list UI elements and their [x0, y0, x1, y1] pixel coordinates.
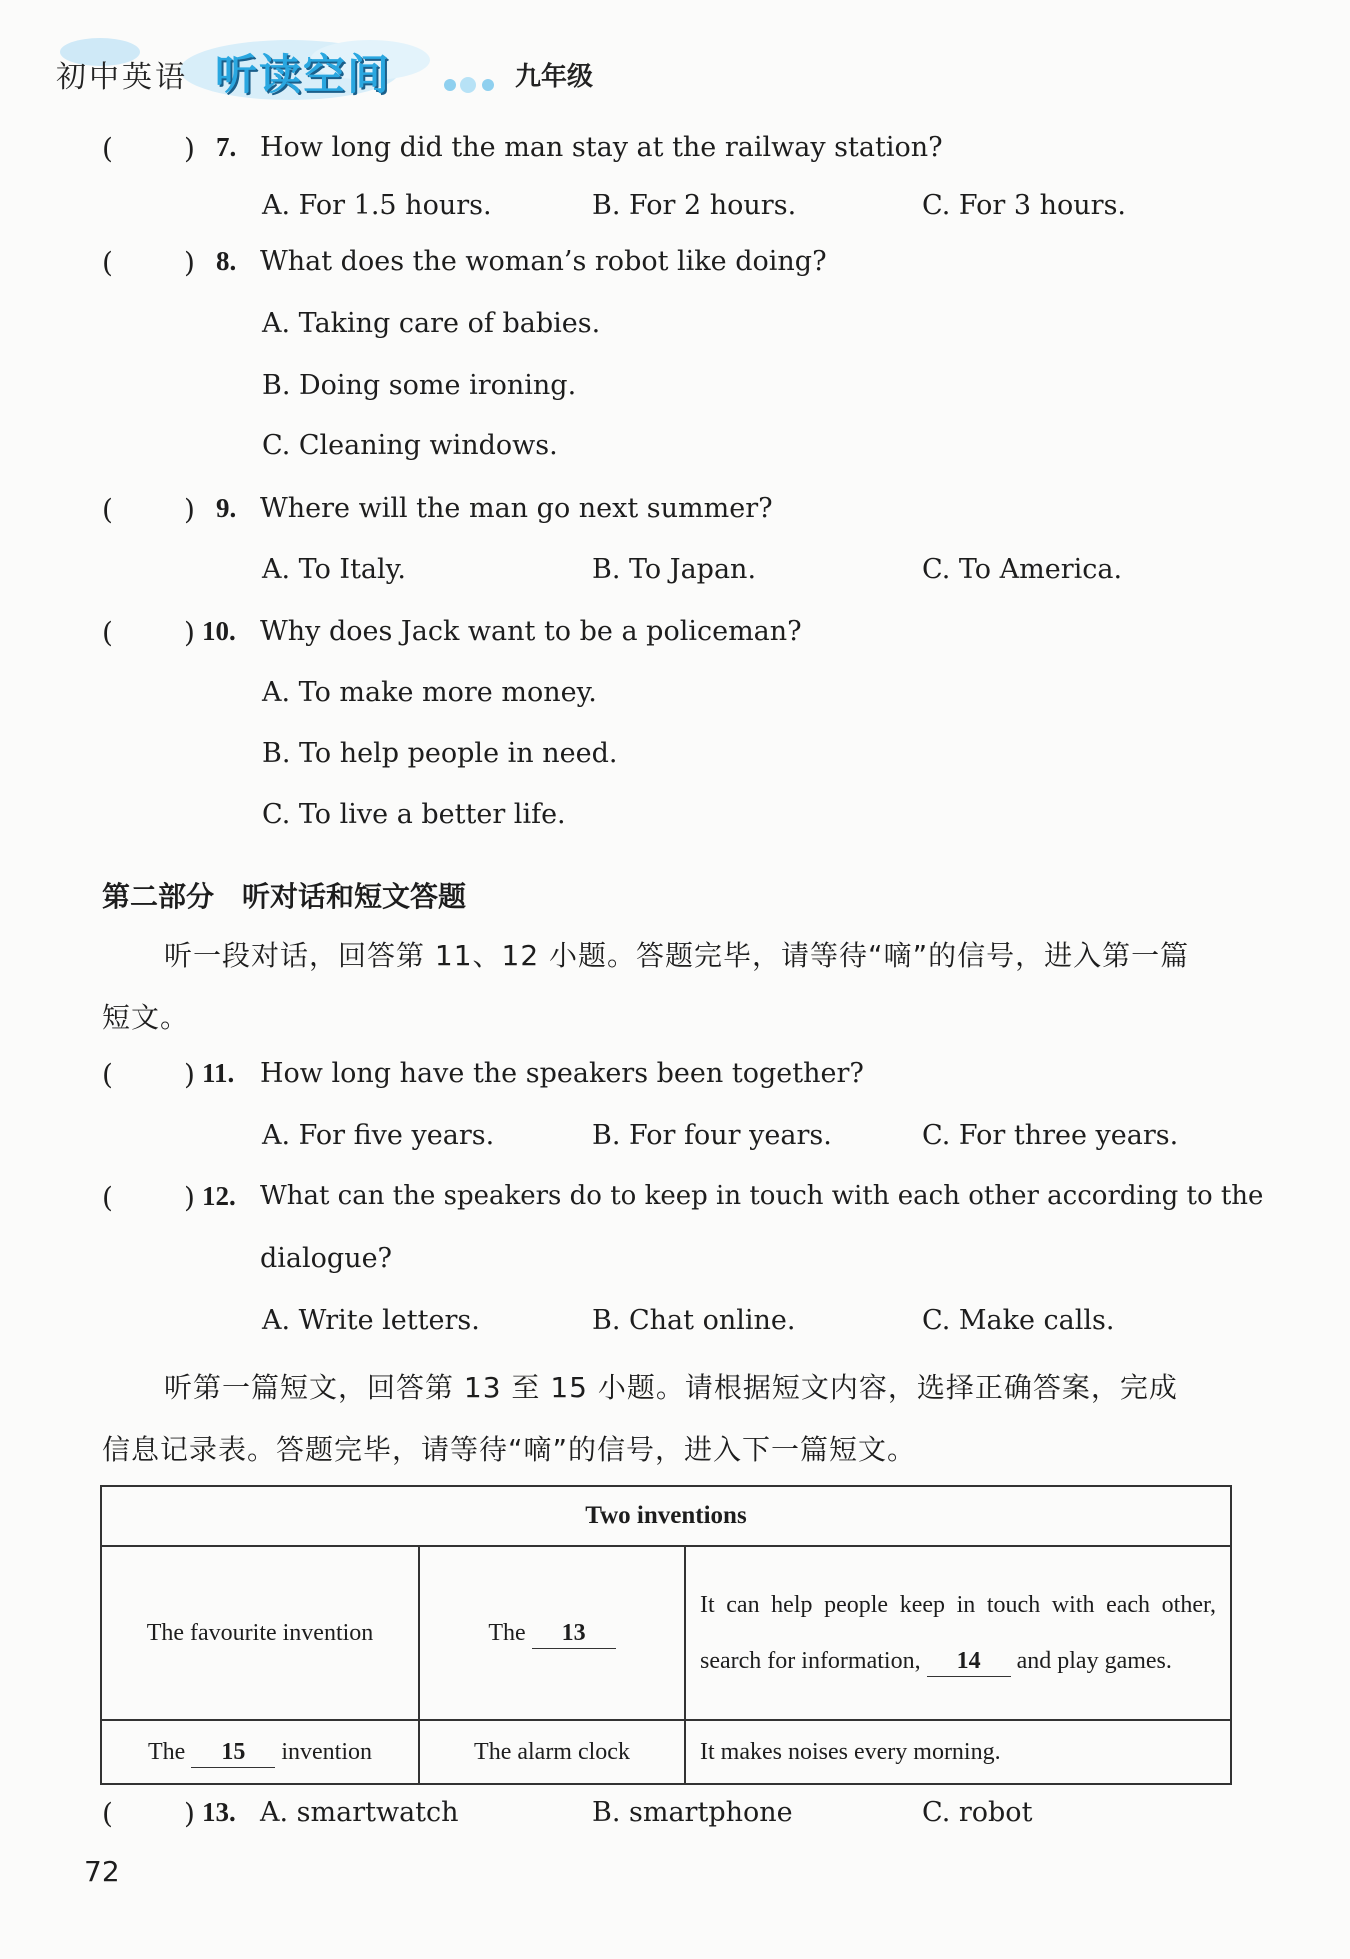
answer-paren-close: ) [184, 616, 195, 649]
instruction-2-line-1: 听第一篇短文，回答第 13 至 15 小题。请根据短文内容，选择正确答案，完成 [164, 1371, 1178, 1404]
page-number: 72 [84, 1855, 120, 1888]
question-text: How long did the man stay at the railway station? [260, 132, 943, 163]
row1-col2 [419, 1546, 685, 1720]
dots-decoration-icon [440, 70, 510, 100]
row2-col1-prefix: The [148, 1738, 186, 1765]
row2-col1-suffix: invention [281, 1738, 372, 1765]
row1-col2-prefix: The [488, 1619, 526, 1646]
option-b: B. Chat online. [592, 1305, 796, 1336]
instruction-2-line-2: 信息记录表。答题完毕，请等待“嘀”的信号，进入下一篇短文。 [102, 1433, 917, 1466]
blank-14: 14 [927, 1646, 1011, 1677]
page-header [40, 30, 1310, 110]
row1-col3-part2: and play games. [1016, 1648, 1172, 1674]
answer-paren-close: ) [184, 246, 195, 279]
answer-paren-open: ( [102, 1797, 113, 1830]
blank-15: 15 [191, 1737, 275, 1768]
question-text: What does the woman’s robot like doing? [260, 246, 827, 277]
option-a: A. smartwatch [260, 1797, 459, 1828]
question-number: 12. [202, 1181, 236, 1211]
answer-paren-close: ) [184, 132, 195, 165]
question-text: Why does Jack want to be a policeman? [260, 616, 802, 647]
question-text-line-1: What can the speakers do to keep in touch with each other according to the [260, 1181, 1264, 1211]
option-b: B. To Japan. [592, 554, 757, 585]
option-c: C. robot [922, 1797, 1033, 1828]
question-number: 10. [202, 616, 236, 646]
answer-paren-open: ( [102, 493, 113, 526]
question-number: 13. [202, 1797, 236, 1827]
row2-col2: The alarm clock [419, 1720, 685, 1784]
question-number: 7. [216, 132, 237, 162]
blank-13: 13 [532, 1618, 616, 1649]
option-b: B. Doing some ironing. [262, 370, 577, 401]
option-b: B. smartphone [592, 1797, 793, 1828]
question-number: 9. [216, 493, 237, 523]
question-text-line-2: dialogue? [260, 1243, 393, 1274]
option-b: B. For four years. [592, 1120, 832, 1151]
option-a: A. Write letters. [262, 1305, 480, 1336]
option-a: A. For five years. [262, 1120, 495, 1151]
row1-col1: The favourite invention [101, 1546, 419, 1720]
option-c: C. To America. [922, 554, 1123, 585]
option-c: C. For three years. [922, 1120, 1179, 1151]
book-title: 初中英语 [56, 60, 188, 95]
answer-paren-close: ) [184, 1797, 195, 1830]
answer-paren-close: ) [184, 493, 195, 526]
answer-paren-open: ( [102, 1181, 113, 1214]
table-title: Two inventions [101, 1486, 1231, 1546]
row2-col1 [101, 1720, 419, 1784]
instruction-1-line-1: 听一段对话，回答第 11、12 小题。答题完毕，请等待“嘀”的信号，进入第一篇 [164, 939, 1190, 972]
option-c: C. For 3 hours. [922, 190, 1127, 221]
answer-paren-open: ( [102, 1058, 113, 1091]
grade-label: 九年级 [515, 62, 594, 92]
series-title: 听读空间 [215, 50, 392, 99]
row1-col3-part1: It can help people keep in touch with each other, search for information, [700, 1592, 1216, 1674]
answer-paren-open: ( [102, 132, 113, 165]
option-c: C. To live a better life. [262, 799, 566, 830]
option-a: A. For 1.5 hours. [262, 190, 492, 221]
question-number: 8. [216, 246, 237, 276]
answer-paren-open: ( [102, 246, 113, 279]
instruction-1-line-2: 短文。 [102, 1001, 190, 1034]
answer-paren-close: ) [184, 1058, 195, 1091]
option-b: B. For 2 hours. [592, 190, 797, 221]
row2-col3: It makes noises every morning. [685, 1720, 1231, 1784]
option-a: A. To Italy. [262, 554, 406, 585]
question-text: How long have the speakers been together? [260, 1058, 864, 1089]
question-number: 11. [202, 1058, 235, 1088]
table-row [101, 1720, 1231, 1784]
option-b: B. To help people in need. [262, 738, 618, 769]
option-c: C. Make calls. [922, 1305, 1115, 1336]
row1-col3 [685, 1546, 1231, 1720]
info-record-table [100, 1485, 1232, 1785]
option-c: C. Cleaning windows. [262, 430, 558, 461]
option-a: A. Taking care of babies. [262, 308, 601, 339]
section-title: 第二部分 听对话和短文答题 [102, 880, 467, 913]
option-a: A. To make more money. [262, 677, 597, 708]
answer-paren-open: ( [102, 616, 113, 649]
answer-paren-close: ) [184, 1181, 195, 1214]
question-text: Where will the man go next summer? [260, 493, 773, 524]
table-row [101, 1546, 1231, 1720]
